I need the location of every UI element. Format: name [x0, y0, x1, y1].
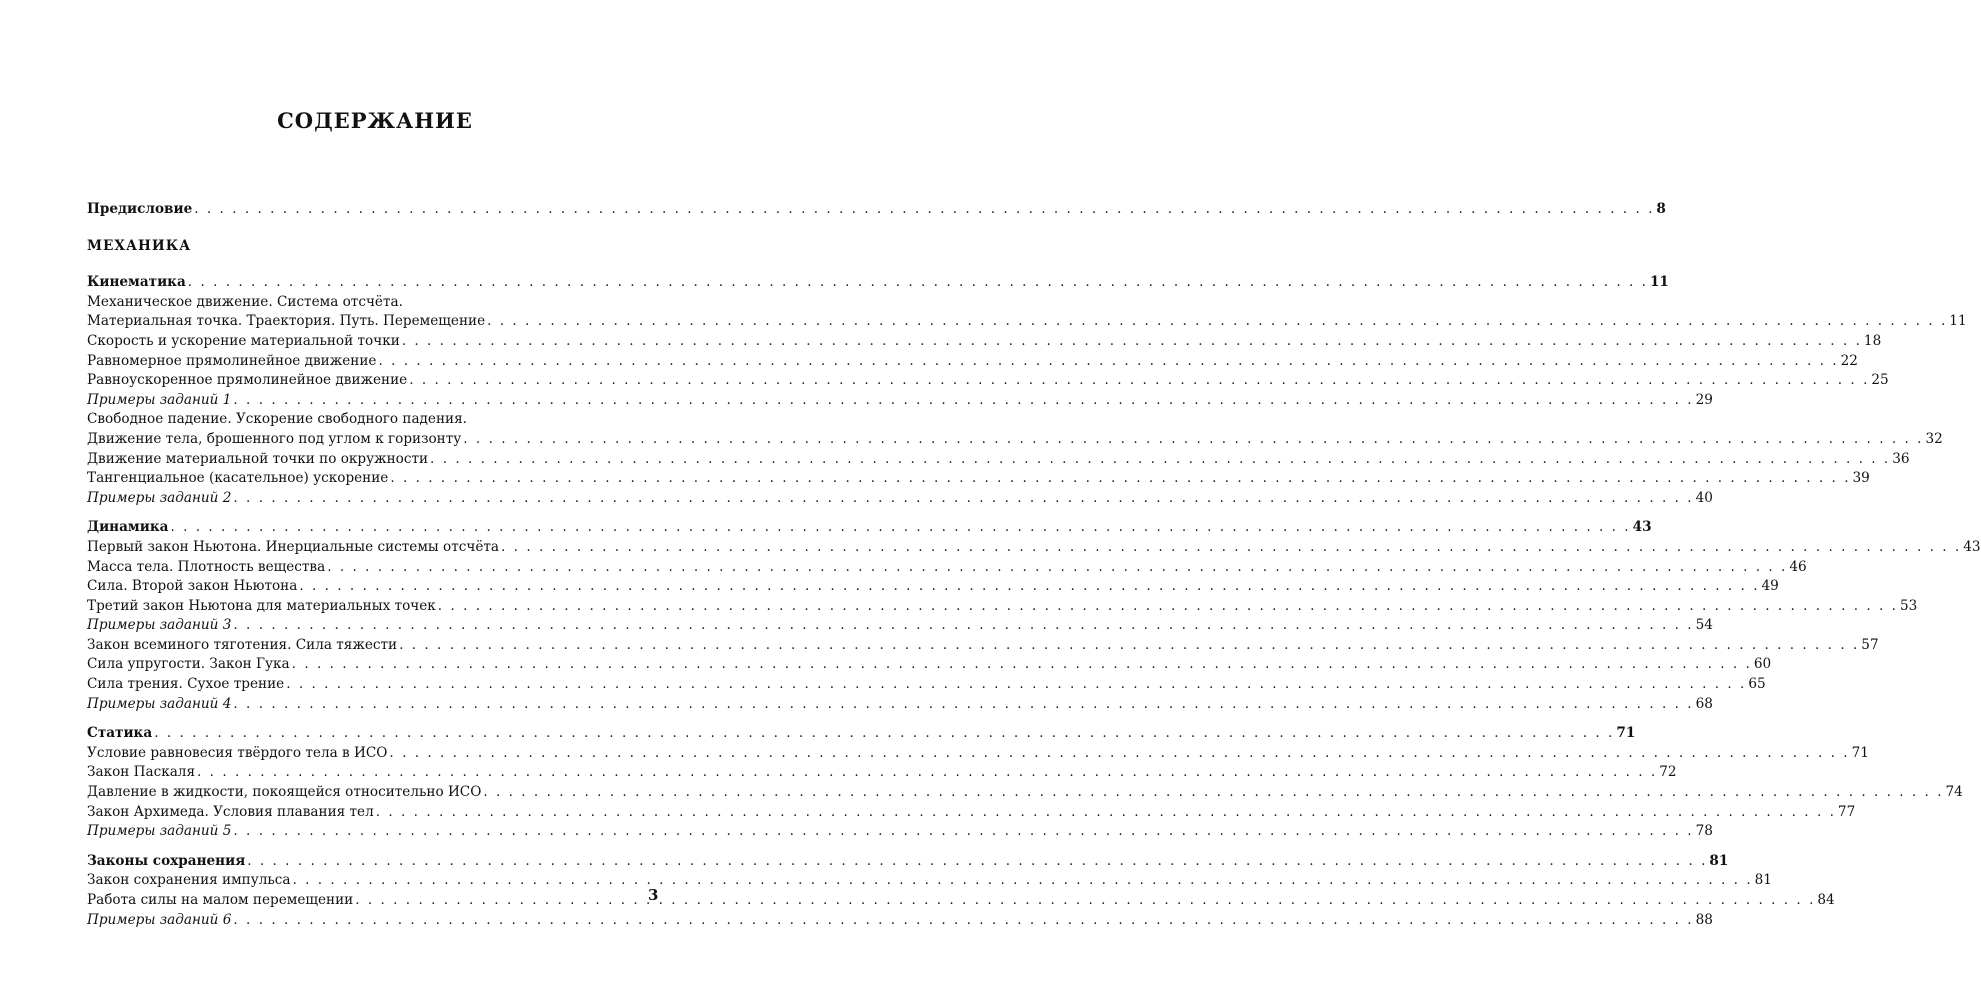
toc-entry [87, 410, 663, 430]
table-of-contents [87, 200, 1981, 930]
toc-entry-text: Сила трения. Сухое трение [87, 676, 285, 693]
toc-entry-page: 81 [1754, 872, 1772, 889]
toc-entry [87, 352, 1858, 372]
toc-entry-text: Закон Паскаля [87, 764, 196, 781]
leader-dots [194, 200, 1654, 220]
section-heading-statics [87, 724, 1636, 744]
toc-entry-text: Примеры заданий 4 [87, 695, 232, 712]
leader-dots [299, 577, 1759, 597]
section-heading-text: Кинематика [87, 274, 186, 291]
leader-dots [487, 312, 1947, 332]
toc-entry-page: 74 [1945, 784, 1963, 801]
toc-entry-text: Равноускоренное прямолинейное движение [87, 372, 408, 389]
leader-dots [409, 371, 1869, 391]
toc-entry-text: Движение тела, брошенного под углом к горизонту [87, 430, 462, 447]
toc-entry [87, 597, 1918, 617]
toc-entry [87, 636, 1879, 656]
toc-entry-text: Примеры заданий 3 [87, 617, 232, 634]
toc-entry-page: 54 [1695, 617, 1713, 634]
toc-entry-text: Примеры заданий 2 [87, 489, 232, 506]
leader-dots [378, 352, 1838, 372]
toc-entry [87, 783, 1963, 803]
section-heading-text: Динамика [87, 519, 169, 536]
toc-entry-page: 88 [1695, 911, 1713, 928]
toc-entry-page: 57 [1861, 636, 1879, 653]
leader-dots [463, 430, 1923, 450]
section-heading-text: Статика [87, 725, 153, 742]
toc-entry-page: 25 [1871, 372, 1889, 389]
toc-entry-text: Движение материальной точки по окружности [87, 450, 429, 467]
toc-entry-preface [87, 200, 1666, 220]
leader-dots [399, 636, 1859, 656]
leader-dots [430, 450, 1890, 470]
toc-entry [87, 744, 1869, 764]
toc-entry-text: Условие равновесия твёрдого тела в ИСО [87, 744, 388, 761]
toc-entry-examples [87, 695, 1713, 715]
toc-entry-text: Примеры заданий 1 [87, 391, 232, 408]
toc-entry-text: Сила. Второй закон Ньютона [87, 578, 298, 595]
toc-entry-page: 84 [1817, 892, 1835, 908]
section-heading-page: 81 [1709, 852, 1729, 869]
toc-entry-examples [87, 489, 1713, 509]
leader-dots [327, 558, 1787, 578]
section-heading-text: Законы сохранения [87, 852, 246, 869]
toc-entry-page: 39 [1852, 470, 1870, 487]
toc-entry-text: Сила упругости. Закон Гука [87, 656, 290, 673]
section-heading-page: 43 [1632, 519, 1652, 536]
section-heading-page: 71 [1616, 725, 1636, 742]
toc-entry-page: 40 [1695, 489, 1713, 506]
leader-dots [501, 538, 1961, 558]
leader-dots [233, 391, 1693, 411]
toc-entry [87, 538, 1981, 558]
toc-entry [87, 803, 1856, 823]
leader-dots [483, 783, 1943, 803]
leader-dots [247, 852, 1707, 872]
leader-dots [233, 822, 1693, 842]
toc-entry-text: Закон всеминого тяготения. Сила тяжести [87, 636, 398, 653]
leader-dots [154, 724, 1614, 744]
toc-entry-page: 77 [1837, 803, 1856, 820]
toc-entry [87, 655, 1772, 675]
toc-entry-examples [87, 822, 1713, 842]
leader-dots [438, 597, 1898, 617]
toc-entry-text: Закон сохранения импульса [87, 872, 291, 889]
toc-entry [87, 577, 1779, 597]
leader-dots [292, 655, 1752, 675]
toc-entry [87, 871, 1772, 891]
toc-entry [87, 891, 1835, 911]
toc-entry-page: 65 [1748, 676, 1766, 693]
section-heading-dynamics [87, 518, 1652, 538]
toc-entry [87, 558, 1807, 578]
leader-dots [197, 763, 1657, 783]
leader-dots [402, 332, 1862, 352]
page-number: 3 [648, 886, 659, 904]
toc-entry-text: Масса тела. Плотность вещества [87, 558, 326, 575]
section-heading-page: 11 [1649, 274, 1669, 291]
toc-entry-examples [87, 911, 1713, 931]
toc-entry-text: Давление в жидкости, покоящейся относительно ИСО [87, 784, 482, 801]
toc-entry-page: 71 [1851, 744, 1869, 761]
leader-dots [389, 744, 1849, 764]
leader-dots [390, 469, 1850, 489]
toc-entry-text: Скорость и ускорение материальной точки [87, 332, 400, 349]
toc-entry [87, 332, 1882, 352]
toc-entry-page: 36 [1892, 450, 1910, 467]
section-heading-conservation [87, 852, 1729, 872]
leader-dots [292, 871, 1752, 891]
section-heading-kinematics [87, 273, 1669, 293]
toc-entry [87, 763, 1677, 783]
leader-dots [188, 273, 1648, 293]
toc-entry-page: 46 [1789, 558, 1807, 575]
toc-entry-text: Третий закон Ньютона для материальных точек [87, 597, 436, 614]
toc-entry-text: Свободное падение. Ускорение свободного падения. [87, 411, 467, 428]
toc-entry [87, 675, 1766, 695]
leader-dots [233, 911, 1693, 931]
toc-entry-page: 29 [1695, 391, 1713, 408]
toc-entry-text: Примеры заданий 5 [87, 823, 232, 840]
toc-entry-page: 11 [1949, 313, 1967, 330]
toc-entry-page: 60 [1753, 656, 1772, 673]
toc-entry-page: 72 [1659, 764, 1677, 781]
toc-entry-page: 32 [1925, 430, 1943, 447]
part-heading-text: МЕХАНИКА [87, 237, 192, 254]
toc-entry [87, 430, 1943, 450]
leader-dots [376, 803, 1836, 823]
toc-entry-page: 53 [1899, 597, 1918, 614]
leader-dots [355, 891, 1815, 911]
toc-entry-page: 8 [1656, 201, 1666, 217]
toc-entry-text: Предисловие [87, 201, 193, 217]
toc-entry-text: Первый закон Ньютона. Инерциальные системы отсчёта [87, 538, 500, 555]
toc-entry-text: Работа силы на малом перемещении [87, 892, 354, 908]
toc-entry-text: Механическое движение. Система отсчёта. [87, 293, 403, 310]
part-heading [87, 237, 663, 257]
toc-entry-page: 22 [1840, 352, 1858, 369]
leader-dots [286, 675, 1746, 695]
toc-entry [87, 469, 1870, 489]
toc-entry-text: Примеры заданий 6 [87, 911, 232, 928]
toc-entry-page: 78 [1695, 823, 1713, 840]
leader-dots [233, 489, 1693, 509]
toc-entry [87, 293, 663, 313]
leader-dots [233, 695, 1693, 715]
toc-entry-page: 68 [1695, 695, 1713, 712]
toc-entry-text: Материальная точка. Траектория. Путь. Перемещение [87, 313, 486, 330]
page-title: СОДЕРЖАНИЕ [277, 108, 473, 133]
toc-entry-examples [87, 616, 1713, 636]
leader-dots [170, 518, 1630, 538]
toc-entry-page: 18 [1863, 332, 1882, 349]
toc-entry-text: Закон Архимеда. Условия плавания тел [87, 803, 374, 820]
leader-dots [233, 616, 1693, 636]
toc-entry-text: Равномерное прямолинейное движение [87, 352, 377, 369]
toc-entry-examples [87, 391, 1713, 411]
toc-entry-page: 49 [1761, 578, 1779, 595]
toc-entry [87, 312, 1967, 332]
toc-entry-text: Тангенциальное (касательное) ускорение [87, 470, 389, 487]
toc-entry [87, 450, 1910, 470]
toc-entry [87, 371, 1889, 391]
toc-entry-page: 43 [1963, 538, 1981, 555]
